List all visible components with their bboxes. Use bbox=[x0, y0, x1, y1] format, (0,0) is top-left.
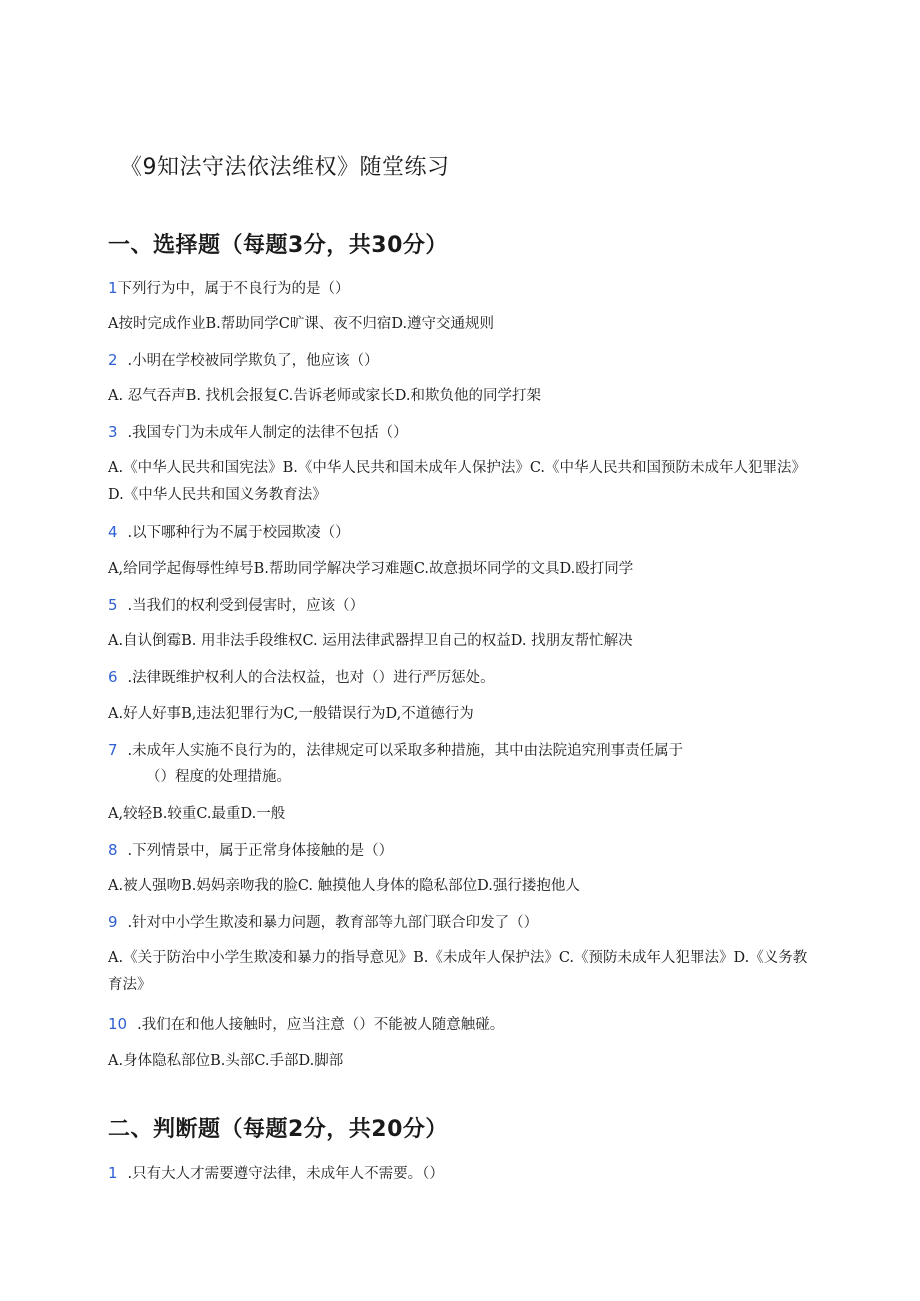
question-text: .当我们的权利受到侵害时，应该（） bbox=[127, 598, 365, 614]
question-text: .法律既维护权利人的合法权益，也对（）进行严厉惩处。 bbox=[127, 670, 495, 686]
question-text: .小明在学校被同学欺负了，他应该（） bbox=[127, 353, 379, 369]
question-number: 4 bbox=[108, 523, 118, 541]
question-text: .以下哪种行为不属于校园欺凌（） bbox=[127, 525, 350, 541]
question-text: 下列行为中，属于不良行为的是（） bbox=[117, 281, 350, 297]
section-heading-true-false: 二、判断题（每题2分，共20分） bbox=[108, 1117, 448, 1142]
question-number: 2 bbox=[108, 351, 118, 369]
question-number: 8 bbox=[108, 841, 118, 859]
question-3 bbox=[108, 422, 408, 443]
question-number: 1 bbox=[108, 279, 118, 297]
question-number: 10 bbox=[108, 1015, 128, 1033]
question-9 bbox=[108, 912, 538, 933]
question-text: .下列情景中，属于正常身体接触的是（） bbox=[127, 843, 394, 859]
question-5 bbox=[108, 595, 364, 616]
question-3-options: A.《中华人民共和国宪法》B.《中华人民共和国未成年人保护法》C.《中华人民共和国预防未成年人犯罪法》D.《中华人民共和国义务教育法》 bbox=[108, 460, 807, 503]
question-text: .针对中小学生欺凌和暴力问题，教育部等九部门联合印发了（） bbox=[127, 915, 539, 931]
section-heading-choice: 一、选择题（每题3分，共30分） bbox=[108, 233, 448, 258]
question-text: .我国专门为未成年人制定的法律不包括（） bbox=[127, 425, 408, 441]
question-10 bbox=[108, 1014, 504, 1035]
question-4 bbox=[108, 522, 350, 543]
question-number: 9 bbox=[108, 913, 118, 931]
document-title: 《9知法守法依法维权》随堂练习 bbox=[120, 155, 450, 180]
question-1-options: A按时完成作业B.帮助同学C旷课、夜不归宿D.遵守交通规则 bbox=[108, 316, 495, 332]
question-7-options: A,较轻B.较重C.最重D.一般 bbox=[108, 806, 286, 822]
question-5-options: A.自认倒霉B. 用非法手段维权C. 运用法律武器捍卫自己的权益D. 找朋友帮忙解决 bbox=[108, 633, 633, 649]
question-10-options: A.身体隐私部位B.头部C.手部D.脚部 bbox=[108, 1053, 344, 1069]
question-1 bbox=[108, 278, 350, 299]
question-number: 3 bbox=[108, 423, 118, 441]
question-9-options: A.《关于防治中小学生欺凌和暴力的指导意见》B.《未成年人保护法》C.《预防未成年人犯罪法》D.《义务教育法》 bbox=[108, 950, 808, 993]
question-number: 7 bbox=[108, 741, 118, 759]
question-7-continuation: （）程度的处理措施。 bbox=[146, 769, 291, 785]
question-number: 1 bbox=[108, 1164, 118, 1182]
question-8 bbox=[108, 840, 393, 861]
question-6 bbox=[108, 667, 495, 688]
question-text: .我们在和他人接触时，应当注意（）不能被人随意触碰。 bbox=[137, 1017, 505, 1033]
question-number: 5 bbox=[108, 596, 118, 614]
question-number: 6 bbox=[108, 668, 118, 686]
question-2-options: A. 忍气吞声B. 找机会报复C.告诉老师或家长D.和欺负他的同学打架 bbox=[108, 388, 541, 404]
question-6-options: A.好人好事B,违法犯罪行为C,一般错误行为D,不道德行为 bbox=[108, 706, 474, 722]
question-8-options: A.被人强吻B.妈妈亲吻我的脸C. 触摸他人身体的隐私部位D.强行搂抱他人 bbox=[108, 878, 580, 894]
question-4-options: A,给同学起侮辱性绰号B.帮助同学解决学习难题C.故意损坏同学的文具D.殴打同学 bbox=[108, 561, 634, 577]
question-2 bbox=[108, 350, 379, 371]
question-7 bbox=[108, 740, 683, 761]
question-text: .只有大人才需要遵守法律，未成年人不需要。（） bbox=[127, 1166, 444, 1182]
judgement-question-1 bbox=[108, 1163, 444, 1184]
question-text: .未成年人实施不良行为的，法律规定可以采取多种措施，其中由法院追究刑事责任属于 bbox=[127, 743, 684, 759]
